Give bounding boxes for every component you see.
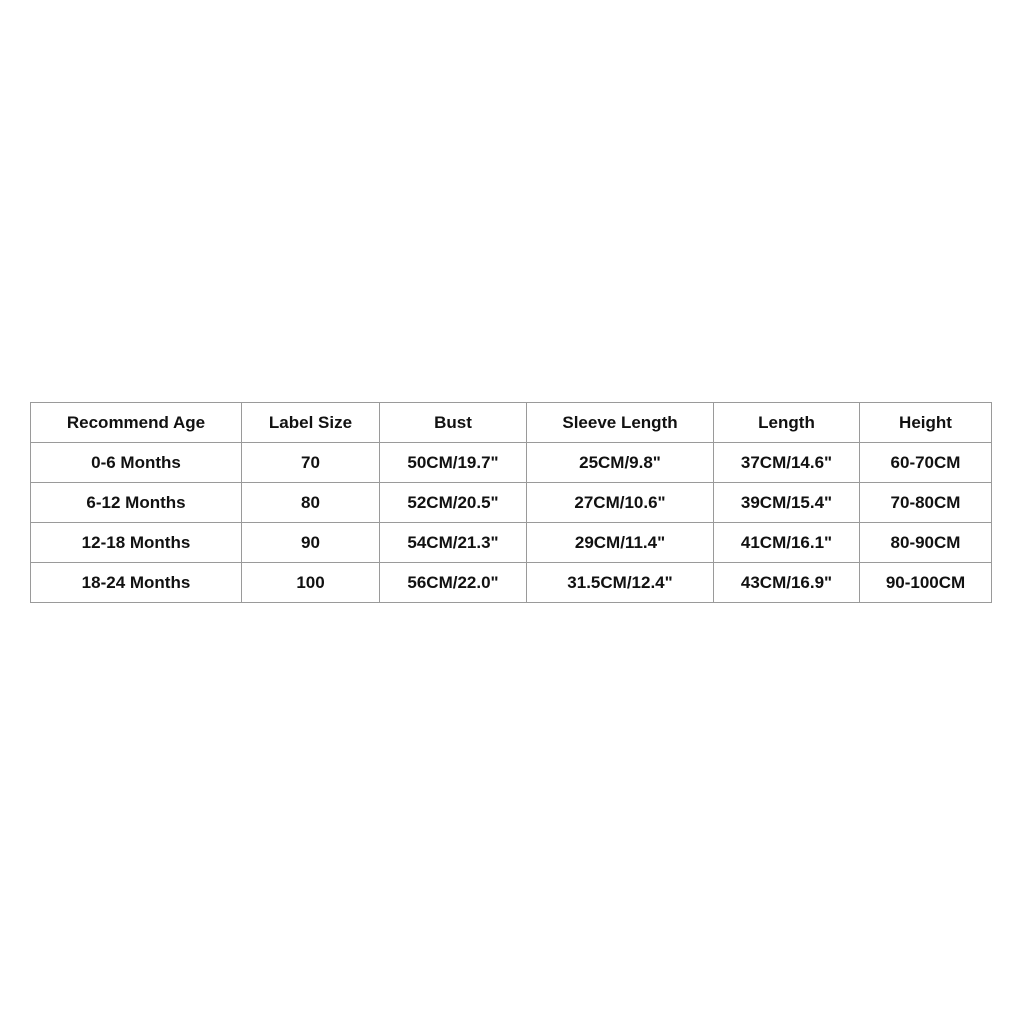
- table-header-row: [31, 403, 992, 443]
- cell-sleeve-length: 27CM/10.6": [527, 483, 714, 523]
- cell-height: 60-70CM: [860, 443, 992, 483]
- table-row: [31, 563, 992, 603]
- cell-sleeve-length: 29CM/11.4": [527, 523, 714, 563]
- cell-bust: 56CM/22.0": [380, 563, 527, 603]
- cell-recommend-age: 6-12 Months: [31, 483, 242, 523]
- cell-label-size: 80: [242, 483, 380, 523]
- cell-recommend-age: 18-24 Months: [31, 563, 242, 603]
- header-label-size: Label Size: [242, 403, 380, 443]
- cell-bust: 54CM/21.3": [380, 523, 527, 563]
- header-length: Length: [714, 403, 860, 443]
- table-row: [31, 523, 992, 563]
- cell-recommend-age: 0-6 Months: [31, 443, 242, 483]
- header-bust: Bust: [380, 403, 527, 443]
- table-row: [31, 443, 992, 483]
- cell-length: 39CM/15.4": [714, 483, 860, 523]
- header-recommend-age: Recommend Age: [31, 403, 242, 443]
- cell-height: 80-90CM: [860, 523, 992, 563]
- cell-label-size: 70: [242, 443, 380, 483]
- header-sleeve-length: Sleeve Length: [527, 403, 714, 443]
- cell-label-size: 90: [242, 523, 380, 563]
- table-row: [31, 483, 992, 523]
- cell-sleeve-length: 31.5CM/12.4": [527, 563, 714, 603]
- cell-height: 70-80CM: [860, 483, 992, 523]
- cell-length: 41CM/16.1": [714, 523, 860, 563]
- cell-bust: 50CM/19.7": [380, 443, 527, 483]
- cell-bust: 52CM/20.5": [380, 483, 527, 523]
- cell-label-size: 100: [242, 563, 380, 603]
- size-chart-table: [30, 402, 992, 603]
- cell-sleeve-length: 25CM/9.8": [527, 443, 714, 483]
- cell-height: 90-100CM: [860, 563, 992, 603]
- cell-length: 43CM/16.9": [714, 563, 860, 603]
- cell-recommend-age: 12-18 Months: [31, 523, 242, 563]
- cell-length: 37CM/14.6": [714, 443, 860, 483]
- header-height: Height: [860, 403, 992, 443]
